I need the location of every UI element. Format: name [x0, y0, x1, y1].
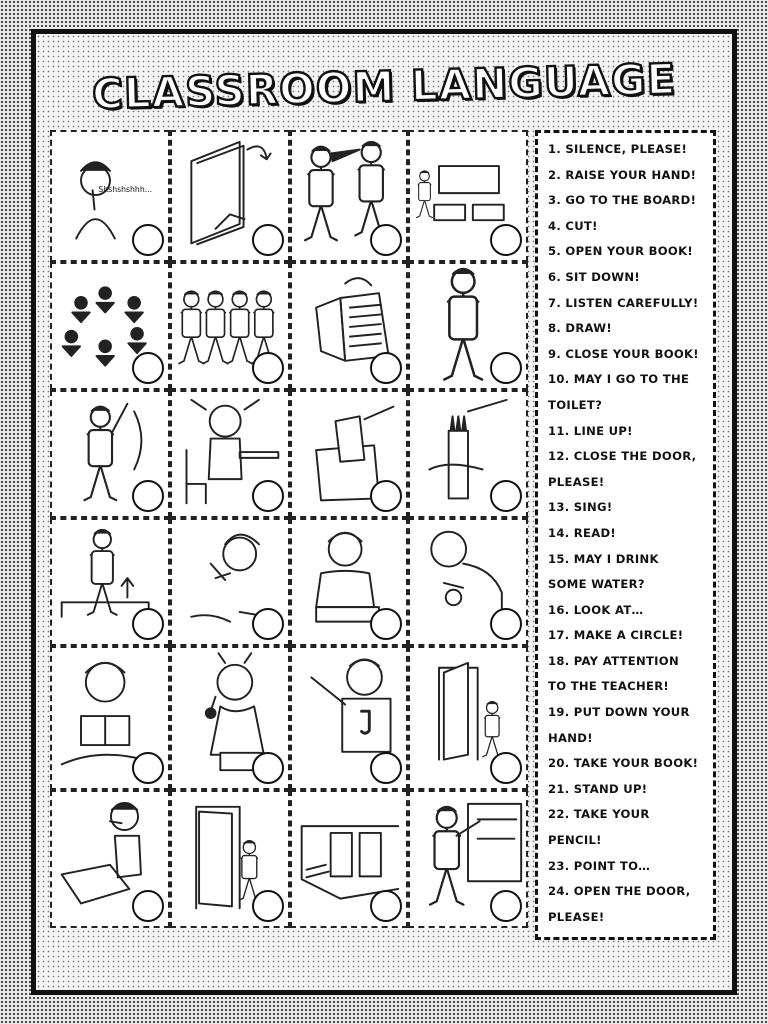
word-list-item: TO THE TEACHER! — [548, 679, 670, 694]
answer-circle[interactable] — [252, 480, 284, 512]
word-list-item: 10. MAY I GO TO THE — [548, 372, 690, 387]
answer-circle[interactable] — [252, 752, 284, 784]
picture-cell — [290, 390, 408, 518]
picture-cell — [290, 518, 408, 646]
picture-cell — [50, 790, 170, 928]
answer-circle[interactable] — [252, 224, 284, 256]
word-list-item: 7. LISTEN CAREFULLY! — [548, 295, 699, 310]
picture-cell — [170, 390, 290, 518]
word-list-item: 1. SILENCE, PLEASE! — [548, 142, 688, 156]
answer-circle[interactable] — [490, 480, 522, 512]
picture-cell — [50, 646, 170, 790]
word-list-item: 18. PAY ATTENTION — [548, 653, 679, 668]
word-list-item: 14. READ! — [548, 525, 617, 540]
answer-circle[interactable] — [132, 752, 164, 784]
answer-circle[interactable] — [132, 480, 164, 512]
answer-circle[interactable] — [370, 352, 402, 384]
answer-circle[interactable] — [132, 352, 164, 384]
answer-circle[interactable] — [252, 890, 284, 922]
picture-cell — [290, 646, 408, 790]
answer-circle[interactable] — [490, 352, 522, 384]
picture-cell — [50, 262, 170, 390]
answer-circle[interactable] — [490, 890, 522, 922]
word-list-item: 6. SIT DOWN! — [548, 269, 640, 284]
answer-circle[interactable] — [252, 608, 284, 640]
word-list-item: 23. POINT TO… — [548, 858, 651, 873]
picture-cell — [408, 790, 528, 928]
word-list-item: 11. LINE UP! — [548, 423, 633, 438]
word-list-item: 20. TAKE YOUR BOOK! — [548, 756, 699, 771]
picture-cell — [408, 518, 528, 646]
answer-circle[interactable] — [370, 752, 402, 784]
answer-circle[interactable] — [370, 890, 402, 922]
word-list-item: PENCIL! — [548, 833, 602, 848]
picture-cell — [408, 262, 528, 390]
word-list-item: 2. RAISE YOUR HAND! — [548, 167, 697, 182]
picture-cell — [290, 130, 408, 262]
picture-cell — [170, 262, 290, 390]
picture-cell — [170, 518, 290, 646]
word-list-item: 15. MAY I DRINK — [548, 551, 659, 566]
word-list-item: 21. STAND UP! — [548, 781, 648, 796]
word-list-item: 17. MAKE A CIRCLE! — [548, 628, 684, 643]
picture-cell — [290, 262, 408, 390]
word-list-item: 24. OPEN THE DOOR, — [548, 884, 691, 899]
word-list-item: 16. LOOK AT… — [548, 602, 644, 617]
answer-circle[interactable] — [490, 752, 522, 784]
word-list-item: PLEASE! — [548, 474, 605, 489]
picture-caption: Shshshshhh... — [98, 185, 153, 195]
word-list-item: TOILET? — [548, 397, 603, 412]
word-list-item: 12. CLOSE THE DOOR, — [548, 449, 697, 464]
answer-circle[interactable] — [132, 608, 164, 640]
picture-cell — [290, 790, 408, 928]
word-list-item: 19. PUT DOWN YOUR — [548, 705, 690, 720]
picture-cell — [170, 130, 290, 262]
word-list-item: SOME WATER? — [548, 577, 645, 592]
picture-cell — [408, 646, 528, 790]
word-list-item: 8. DRAW! — [548, 321, 612, 336]
word-list — [548, 137, 709, 930]
answer-circle[interactable] — [132, 890, 164, 922]
word-list-item: 22. TAKE YOUR — [548, 807, 650, 822]
answer-circle[interactable] — [132, 224, 164, 256]
word-list-item: 3. GO TO THE BOARD! — [548, 193, 697, 208]
answer-circle[interactable] — [370, 224, 402, 256]
picture-cell — [170, 790, 290, 928]
picture-cell — [50, 130, 170, 262]
picture-cell — [408, 130, 528, 262]
word-list-item: 4. CUT! — [548, 218, 598, 233]
picture-cell — [408, 390, 528, 518]
worksheet-title: CLASSROOM LANGUAGE — [91, 53, 677, 119]
answer-circle[interactable] — [252, 352, 284, 384]
answer-circle[interactable] — [370, 608, 402, 640]
picture-cell — [170, 646, 290, 790]
word-list-item: 5. OPEN YOUR BOOK! — [548, 244, 693, 259]
word-list-item: HAND! — [548, 730, 593, 745]
word-list-panel — [535, 130, 716, 940]
word-list-item: PLEASE! — [548, 909, 605, 924]
answer-circle[interactable] — [490, 224, 522, 256]
answer-circle[interactable] — [490, 608, 522, 640]
word-list-item: 13. SING! — [548, 500, 613, 515]
picture-cell — [50, 518, 170, 646]
answer-circle[interactable] — [370, 480, 402, 512]
word-list-item: 9. CLOSE YOUR BOOK! — [548, 346, 699, 361]
picture-cell — [50, 390, 170, 518]
